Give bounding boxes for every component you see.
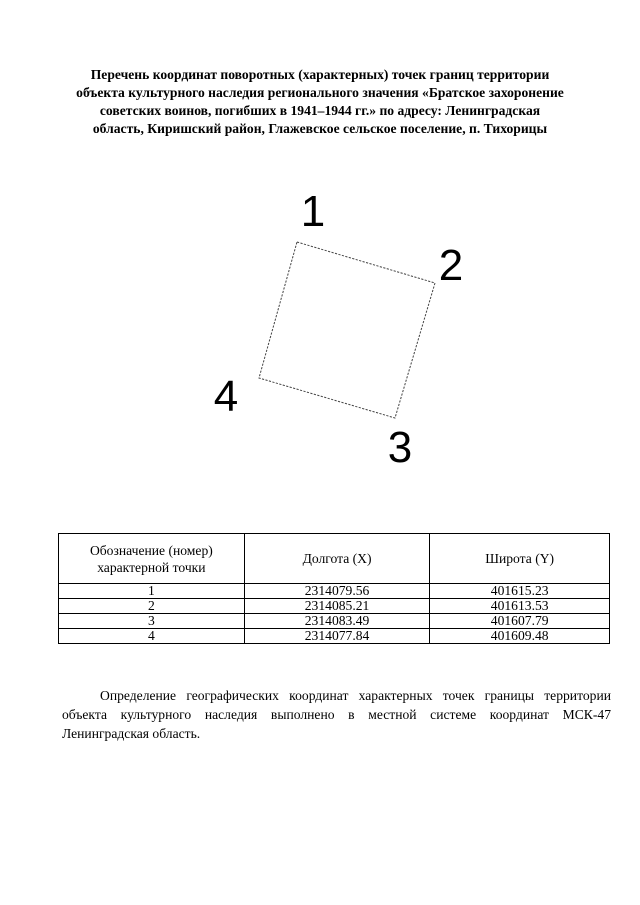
header-longitude: Долгота (X) xyxy=(244,534,430,584)
longitude-cell: 2314085.21 xyxy=(244,599,430,614)
point-number-cell: 1 xyxy=(59,584,245,599)
point-label-4: 4 xyxy=(213,372,239,421)
latitude-cell: 401615.23 xyxy=(430,584,610,599)
title-line: область, Киришский район, Глажевское сельское поселение, п. Тихорицы xyxy=(92,121,548,136)
latitude-cell: 401613.53 xyxy=(430,599,610,614)
table-row xyxy=(59,599,610,614)
point-label-3: 3 xyxy=(387,423,413,472)
title-line: Перечень координат поворотных (характерных) точек границ территории xyxy=(90,67,550,82)
table-row xyxy=(59,614,610,629)
header-latitude: Широта (Y) xyxy=(430,534,610,584)
point-number-cell: 2 xyxy=(59,599,245,614)
coordinates-table xyxy=(58,533,610,644)
point-label-2: 2 xyxy=(438,241,464,290)
coordinate-system-note: Определение географических координат характерных точек границы территории объекта культурного наследия выполнено в местной системе координат МСК-47 Ленинградская область. xyxy=(62,687,611,741)
boundary-polygon xyxy=(259,242,435,418)
header-point-number: Обозначение (номер) характерной точки xyxy=(59,534,245,584)
table-row xyxy=(59,584,610,599)
latitude-cell: 401609.48 xyxy=(430,629,610,644)
table-row xyxy=(59,629,610,644)
longitude-cell: 2314077.84 xyxy=(244,629,430,644)
longitude-cell: 2314079.56 xyxy=(244,584,430,599)
point-number-cell: 4 xyxy=(59,629,245,644)
longitude-cell: 2314083.49 xyxy=(244,614,430,629)
point-label-1: 1 xyxy=(300,187,326,236)
table-header-row xyxy=(59,534,610,584)
title-line: объекта культурного наследия регионального значения «Братское захоронение xyxy=(76,85,564,100)
point-number-cell: 3 xyxy=(59,614,245,629)
latitude-cell: 401607.79 xyxy=(430,614,610,629)
title-line: советских воинов, погибших в 1941–1944 гг.» по адресу: Ленинградская xyxy=(99,103,541,118)
